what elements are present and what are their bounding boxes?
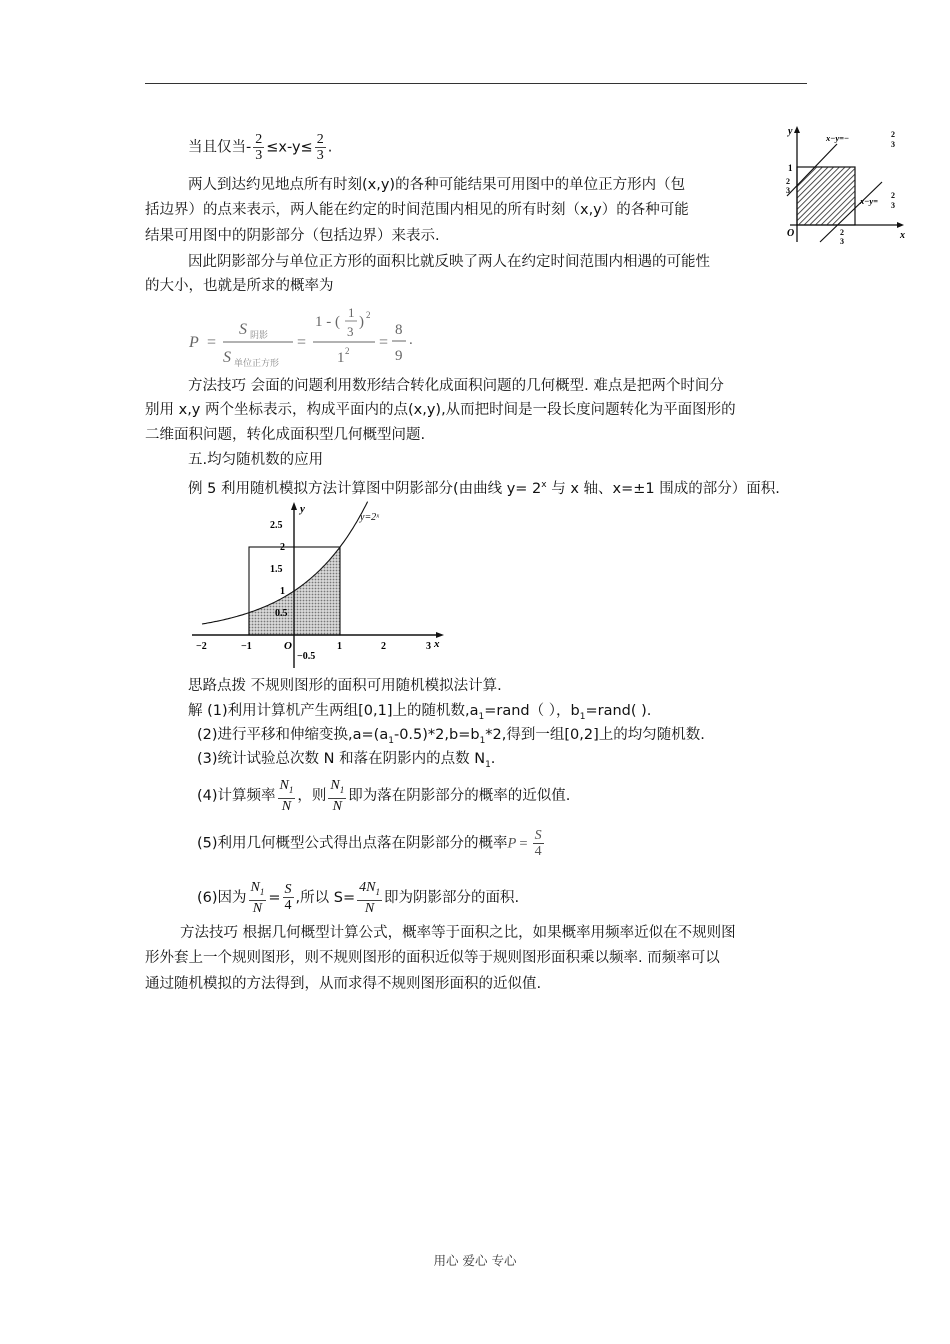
svg-text:3: 3: [891, 140, 895, 149]
svg-text:单位正方形: 单位正方形: [234, 358, 280, 368]
page-footer: 用心 爱心 专心: [433, 1253, 517, 1268]
svg-text:阴影: 阴影: [250, 330, 269, 340]
solution-step-6: (6)因为 $\frac{N_1}{N}$ = $\frac{S}{4}$ ,所以 S= $\frac{4N_1}{N}$ 即为阴影部分的面积.: [197, 880, 520, 916]
svg-text:1: 1: [788, 163, 793, 173]
text-line-8: 别用 x,y 两个坐标表示，构成平面内的点(x,y),从而把时间是一段长度问题转化为平面图形的: [145, 402, 736, 418]
svg-text:3: 3: [786, 186, 790, 195]
svg-text:3: 3: [840, 237, 844, 246]
svg-text:O: O: [787, 228, 795, 239]
text-line-1: 当且仅当- $\frac{2}{3}$ ≤x-y≤ $\frac{2}{3}$ .: [188, 132, 333, 163]
probability-formula: [185, 302, 425, 374]
fraction-s-over-4: $\frac{S}{4}$: [284, 882, 292, 914]
svg-text:−2: −2: [196, 641, 207, 652]
svg-text:2: 2: [345, 346, 350, 356]
svg-text:=: =: [297, 334, 307, 351]
exponential-figure: [188, 500, 453, 672]
svg-text:1 - (: 1 - (: [315, 314, 340, 330]
text-line-3: 括边界）的点来表示，两人能在约定的时间范围内相见的所有时刻（x,y）的各种可能: [145, 202, 689, 218]
svg-text:−0.5: −0.5: [297, 651, 316, 662]
svg-text:1: 1: [337, 350, 345, 366]
solution-step-4: (4)计算频率 $\frac{N_1}{N}$ ，则 $\frac{N_1}{N}$ 即为落在阴影部分的概率的近似值.: [197, 778, 571, 814]
svg-text:P: P: [189, 334, 199, 351]
svg-text:=: =: [207, 334, 217, 351]
svg-text:1: 1: [280, 586, 285, 597]
fraction-s-over-4: $\frac{S}{4}$: [534, 828, 542, 859]
svg-text:.: .: [409, 332, 413, 348]
svg-text:2: 2: [891, 130, 895, 139]
svg-text:3: 3: [426, 641, 431, 652]
svg-text:2: 2: [840, 228, 844, 237]
text-line-9: 二维面积问题，转化成面积型几何概型问题.: [145, 427, 426, 443]
svg-text:=: =: [379, 334, 389, 351]
example-5-line: 例 5 利用随机模拟方法计算图中阴影部分(由曲线 $y= 2^x$ 与 x 轴、x=±1 围成的部分）面积.: [188, 480, 780, 497]
svg-text:2: 2: [891, 191, 895, 200]
text-line-20: 形外套上一个规则图形，则不规则图形的面积近似等于规则图形面积乘以频率. 而频率可以: [145, 950, 720, 966]
svg-text:1: 1: [337, 641, 342, 652]
fraction-n1-over-n: $\frac{N_1}{N}$: [330, 778, 345, 814]
text-line-7: 方法技巧 会面的问题利用数形结合转化成面积问题的几何概型. 难点是把两个时间分: [188, 378, 724, 394]
svg-text:2: 2: [786, 177, 790, 186]
svg-text:9: 9: [395, 348, 403, 364]
solution-step-3: (3)统计试验总次数 N 和落在阴影内的点数 $N_1$.: [197, 751, 496, 770]
svg-text:x−y=: x−y=: [860, 196, 879, 206]
text-line-4: 结果可用图中的阴影部分（包括边界）来表示.: [145, 228, 440, 244]
section-heading: 五.均匀随机数的应用: [188, 452, 324, 468]
solution-step-2: (2)进行平移和伸缩变换$,a=(a_1-0.5)*2,b=b_1*2$,得到一组[0,2]上的均匀随机数.: [197, 727, 705, 746]
svg-text:): ): [359, 314, 364, 330]
svg-text:2: 2: [381, 641, 386, 652]
svg-text:0.5: 0.5: [275, 608, 288, 619]
text-line-5: 因此阴影部分与单位正方形的面积比就反映了两人在约定时间范围内相遇的可能性: [188, 254, 710, 270]
svg-text:O: O: [284, 640, 292, 652]
svg-text:y: y: [300, 503, 305, 515]
solution-step-5: (5)利用几何概型公式得出点落在阴影部分的概率P = $\frac{S}{4}$: [197, 828, 542, 859]
svg-text:S: S: [223, 349, 231, 366]
fraction-two-thirds: $\frac{2}{3}$: [316, 132, 324, 163]
fraction-n1-over-n: $\frac{N_1}{N}$: [250, 880, 265, 916]
svg-text:3: 3: [891, 201, 895, 210]
svg-text:1.5: 1.5: [270, 564, 283, 575]
text-line-6: 的大小，也就是所求的概率为: [145, 278, 334, 294]
svg-text:x−y=−: x−y=−: [826, 133, 850, 143]
svg-text:1: 1: [348, 305, 355, 320]
svg-text:3: 3: [347, 324, 354, 339]
svg-text:2: 2: [366, 310, 371, 320]
svg-text:x: x: [900, 230, 905, 241]
svg-text:−1: −1: [241, 641, 252, 652]
svg-text:y: y: [788, 126, 793, 137]
svg-text:8: 8: [395, 322, 403, 338]
header-rule: [145, 83, 807, 84]
svg-text:2.5: 2.5: [270, 520, 283, 531]
fraction-two-thirds: $\frac{2}{3}$: [255, 132, 263, 163]
solution-step-1: 解 (1)利用计算机产生两组[0,1]上的随机数$,a_1=rand$（ ），$b_1=rand$( ).: [188, 703, 652, 722]
text-line-19: 方法技巧 根据几何概型计算公式，概率等于面积之比，如果概率用频率近似在不规则图: [180, 925, 736, 941]
svg-text:y=2ˣ: y=2ˣ: [360, 512, 380, 523]
text-line-2: 两人到达约见地点所有时刻(x,y)的各种可能结果可用图中的单位正方形内（包: [188, 177, 686, 193]
unit-square-figure: [782, 122, 912, 247]
hint-line: 思路点拨 不规则图形的面积可用随机模拟法计算.: [188, 678, 502, 694]
svg-text:S: S: [239, 321, 247, 338]
svg-text:2: 2: [280, 542, 285, 553]
fraction-n1-over-n: $\frac{N_1}{N}$: [279, 778, 294, 814]
fraction-4n1-over-n: $\frac{4N_1}{N}$: [359, 880, 380, 916]
text-line-21: 通过随机模拟的方法得到，从而求得不规则图形面积的近似值.: [145, 976, 542, 992]
svg-text:x: x: [434, 638, 440, 650]
